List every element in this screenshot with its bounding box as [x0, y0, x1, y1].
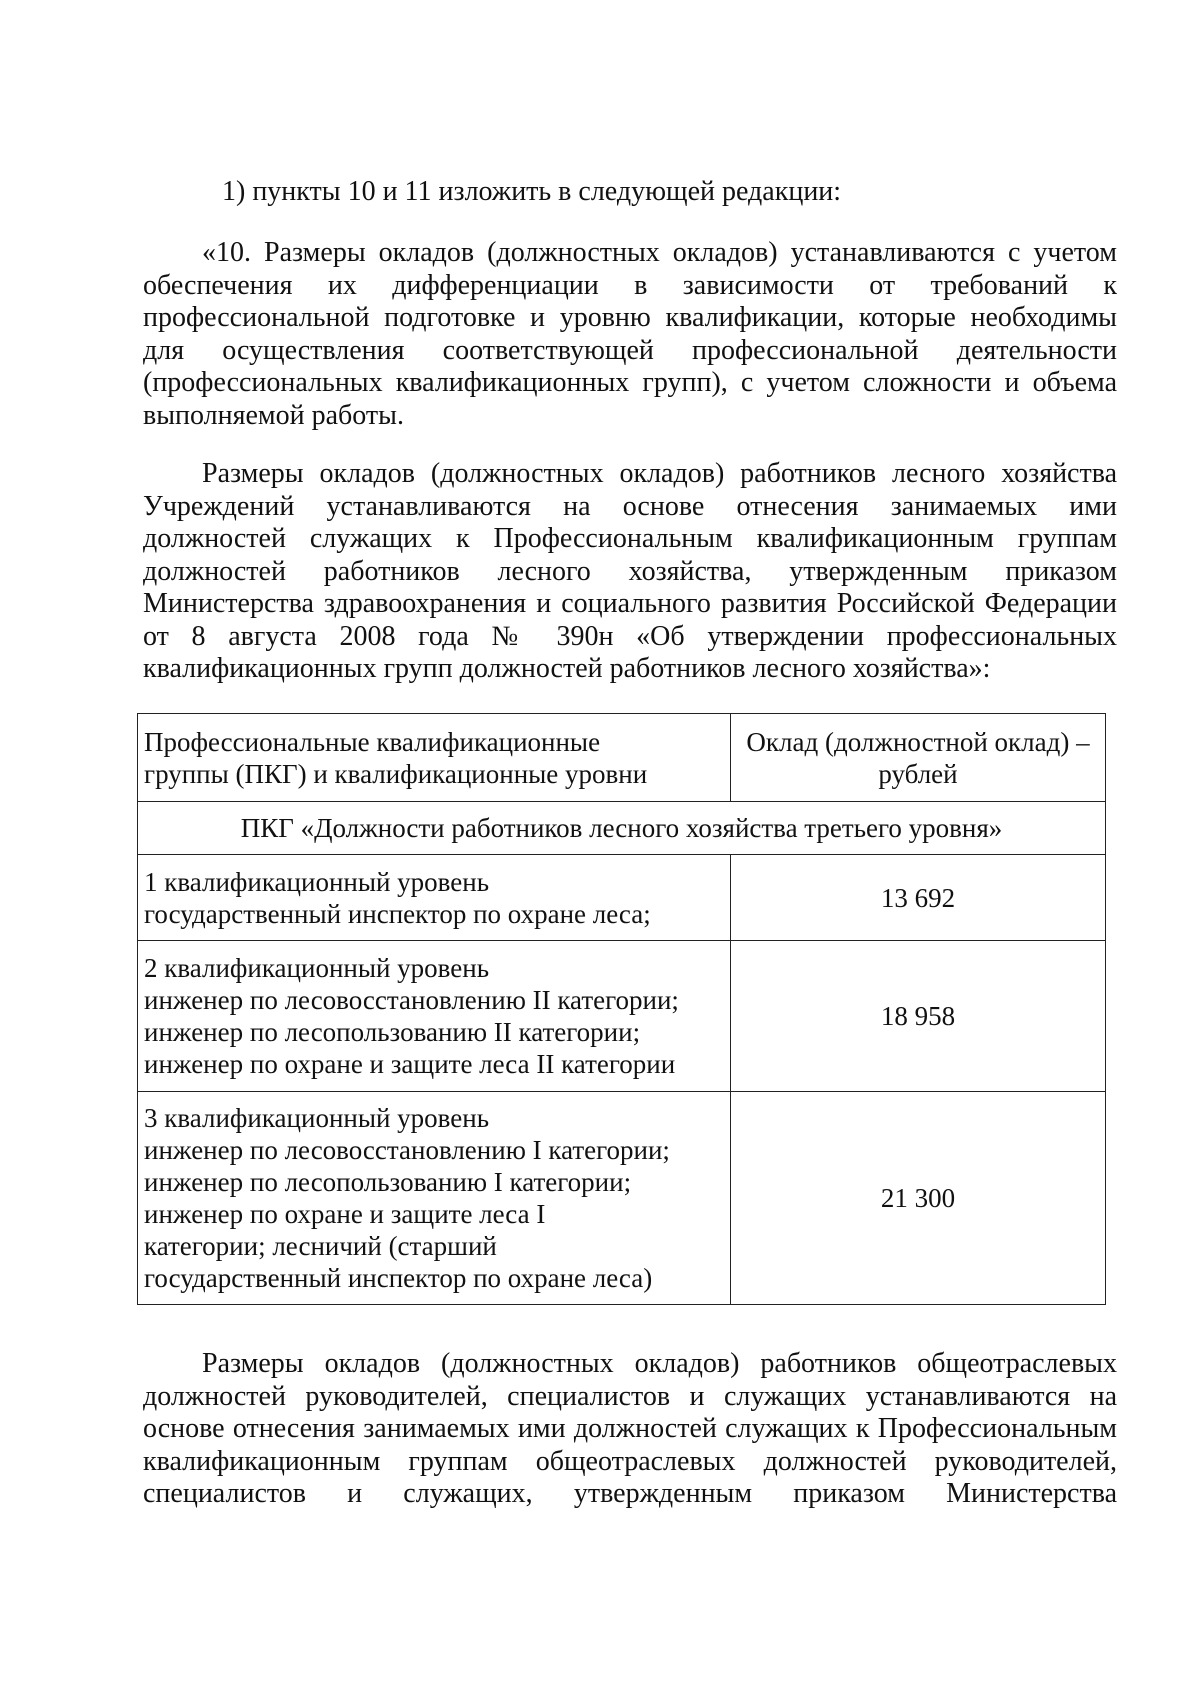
qualification-level-cell: [138, 1092, 731, 1305]
paragraph-line: выполняемой работы.: [143, 399, 404, 431]
header-line: рублей: [878, 758, 958, 789]
paragraph-line: от 8 августа 2008 года № 390н «Об утверждении профессиональных: [143, 620, 1117, 652]
paragraph-line: Размеры окладов (должностных окладов) работников общеотраслевых: [202, 1348, 1117, 1379]
qualification-level-cell: [138, 855, 731, 941]
cell-line: государственный инспектор по охране леса): [144, 1263, 653, 1293]
header-line: Профессиональные квалификационные: [144, 726, 601, 757]
table-row: [138, 1092, 1106, 1305]
cell-line: 3 квалификационный уровень: [144, 1103, 490, 1133]
paragraph-line: должностей работников лесного хозяйства, утвержденным приказом: [143, 555, 1117, 587]
paragraph-line: профессиональной подготовке и уровню квалификации, которые необходимы: [143, 302, 1117, 333]
qualification-level-cell: [138, 941, 731, 1092]
list-item-1: 1) пункты 10 и 11 изложить в следующей редакции:: [222, 176, 842, 207]
paragraph-1: [143, 237, 1117, 432]
salary-table: [137, 713, 1106, 1305]
cell-line: инженер по лесопользованию I категории;: [144, 1167, 632, 1197]
salary-cell: 13 692: [731, 855, 1106, 941]
cell-line: инженер по лесовосстановлению I категории;: [144, 1135, 670, 1165]
cell-line: инженер по охране и защите леса I: [144, 1199, 546, 1229]
header-salary: [731, 714, 1106, 802]
paragraph-line: квалификационных групп должностей работников лесного хозяйства»:: [143, 653, 991, 684]
cell-line: 1 квалификационный уровень: [144, 866, 490, 897]
paragraph-line: квалификационным группам общеотраслевых должностей руководителей,: [143, 1445, 1117, 1477]
table-group-row: [138, 802, 1106, 855]
paragraph-line: «10. Размеры окладов (должностных окладов) устанавливаются с учетом: [202, 237, 1117, 268]
paragraph-2: [143, 458, 1117, 686]
paragraph-line: обеспечения их дифференциации в зависимости от требований к: [143, 269, 1117, 301]
paragraph-line: Учреждений устанавливаются на основе отнесения занимаемых ими: [143, 490, 1117, 522]
salary-cell: 18 958: [731, 941, 1106, 1092]
paragraph-line: основе отнесения занимаемых ими должностей служащих к Профессиональным: [143, 1413, 1117, 1444]
paragraph-line: (профессиональных квалификационных групп), с учетом сложности и объема: [143, 367, 1117, 398]
group-title: ПКГ «Должности работников лесного хозяйства третьего уровня»: [138, 802, 1106, 855]
cell-line: инженер по лесопользованию II категории;: [144, 1017, 641, 1047]
table-header-row: [138, 714, 1106, 802]
paragraph-line: Министерства здравоохранения и социального развития Российской Федерации: [143, 588, 1117, 619]
header-line: группы (ПКГ) и квалификационные уровни: [144, 758, 648, 789]
header-qualification-groups: [138, 714, 731, 802]
paragraph-3: [143, 1348, 1117, 1511]
paragraph-line: должностей руководителей, специалистов и служащих устанавливаются на: [143, 1380, 1117, 1412]
cell-line: 2 квалификационный уровень: [144, 953, 490, 983]
paragraph-line: Размеры окладов (должностных окладов) работников лесного хозяйства: [202, 458, 1117, 489]
paragraph-line: специалистов и служащих, утвержденным приказом Министерства: [143, 1478, 1117, 1509]
cell-line: инженер по лесовосстановлению II категории;: [144, 985, 679, 1015]
table-row: [138, 855, 1106, 941]
paragraph-line: должностей служащих к Профессиональным квалификационным группам: [143, 523, 1117, 554]
cell-line: инженер по охране и защите леса II категории: [144, 1049, 676, 1079]
cell-line: государственный инспектор по охране леса;: [144, 898, 651, 929]
paragraph-line: для осуществления соответствующей профессиональной деятельности: [143, 334, 1117, 366]
header-line: Оклад (должностной оклад) –: [746, 726, 1090, 757]
salary-cell: 21 300: [731, 1092, 1106, 1305]
table-row: [138, 941, 1106, 1092]
cell-line: категории; лесничий (старший: [144, 1231, 497, 1261]
